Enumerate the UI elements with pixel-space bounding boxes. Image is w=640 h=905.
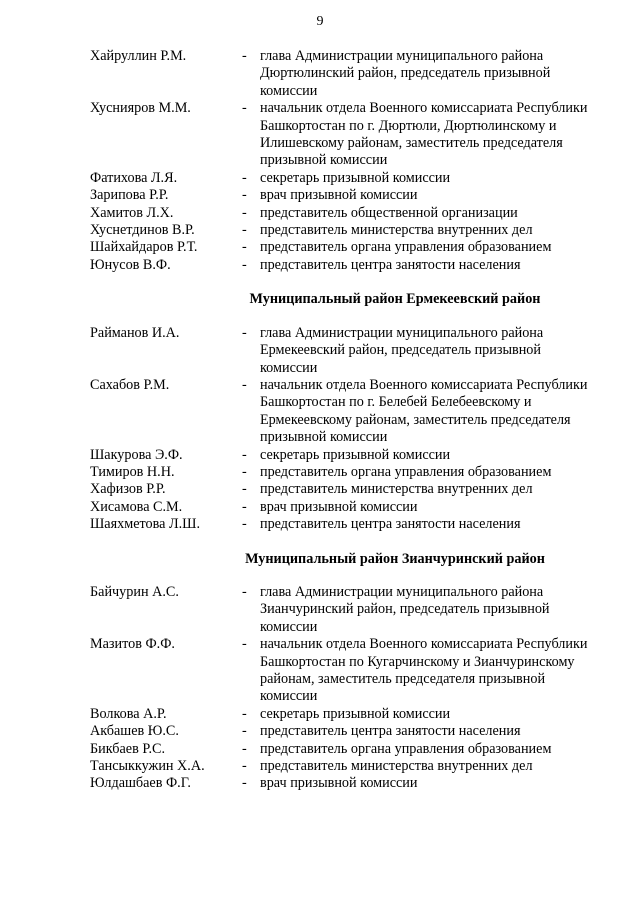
member-row bbox=[90, 48, 600, 100]
dash: - bbox=[242, 48, 247, 64]
member-row bbox=[90, 187, 600, 204]
member-role: секретарь призывной комиссии bbox=[260, 169, 451, 186]
dash: - bbox=[242, 256, 247, 273]
member-name: Хуснияров М.М. bbox=[90, 100, 191, 117]
district-section bbox=[90, 48, 600, 274]
member-row bbox=[90, 775, 600, 792]
dash: - bbox=[242, 324, 247, 341]
dash: - bbox=[242, 187, 247, 204]
member-row bbox=[90, 584, 600, 636]
member-name: Шакурова Э.Ф. bbox=[90, 446, 183, 463]
member-name: Хисамова С.М. bbox=[90, 498, 183, 515]
member-name: Хайруллин Р.М. bbox=[90, 48, 187, 64]
member-name: Шаяхметова Л.Ш. bbox=[90, 516, 200, 533]
member-row bbox=[90, 706, 600, 723]
member-row bbox=[90, 377, 600, 447]
member-role: представитель органа управления образованием bbox=[260, 463, 552, 480]
dash: - bbox=[242, 723, 247, 740]
member-role: врач призывной комиссии bbox=[260, 187, 418, 204]
member-role: секретарь призывной комиссии bbox=[260, 446, 451, 463]
member-role: секретарь призывной комиссии bbox=[260, 705, 451, 722]
dash: - bbox=[242, 239, 247, 256]
member-name: Бикбаев Р.С. bbox=[90, 740, 166, 757]
member-row bbox=[90, 222, 600, 239]
page-number: 9 bbox=[316, 14, 324, 29]
dash: - bbox=[242, 100, 247, 117]
dash: - bbox=[242, 169, 247, 186]
district-title: Муниципальный район Зианчуринский район bbox=[245, 550, 545, 567]
member-role: начальник отдела Военного комиссариата Республики Башкортостан по г. Дюртюли, Дюртюлинскому и Илишевскому районам, заместитель председателя призывной комиссии bbox=[260, 100, 588, 169]
dash: - bbox=[242, 376, 247, 393]
dash: - bbox=[242, 463, 247, 480]
dash: - bbox=[242, 446, 247, 463]
dash: - bbox=[242, 775, 247, 792]
dash: - bbox=[242, 740, 247, 757]
member-role: представитель министерства внутренних дел bbox=[260, 758, 533, 775]
member-name: Райманов И.А. bbox=[90, 324, 180, 341]
member-role: представитель министерства внутренних дел bbox=[260, 222, 533, 239]
member-row bbox=[90, 205, 600, 222]
dash: - bbox=[242, 222, 247, 239]
member-row bbox=[90, 481, 600, 498]
member-role: врач призывной комиссии bbox=[260, 498, 418, 515]
member-role: представитель общественной организации bbox=[260, 204, 518, 221]
member-role: глава Администрации муниципального района Зианчуринский район, председатель призывной комиссии bbox=[260, 583, 550, 635]
member-role: представитель центра занятости населения bbox=[260, 723, 521, 740]
member-row bbox=[90, 741, 600, 758]
district-section bbox=[90, 551, 600, 793]
member-row bbox=[90, 636, 600, 706]
member-row bbox=[90, 499, 600, 516]
member-name: Хуснетдинов В.Р. bbox=[90, 222, 195, 239]
member-name: Шайхайдаров Р.Т. bbox=[90, 239, 198, 256]
member-name: Юнусов В.Ф. bbox=[90, 256, 171, 273]
member-name: Байчурин А.С. bbox=[90, 583, 179, 600]
member-role: начальник отдела Военного комиссариата Республики Башкортостан по Кугарчинскому и Зианчуринскому районам, заместитель председателя призывной комиссии bbox=[260, 636, 588, 705]
dash: - bbox=[242, 204, 247, 221]
member-row bbox=[90, 516, 600, 533]
dash: - bbox=[242, 516, 247, 533]
dash: - bbox=[242, 481, 247, 498]
member-name: Юлдашбаев Ф.Г. bbox=[90, 775, 191, 792]
dash: - bbox=[242, 583, 247, 600]
member-row bbox=[90, 170, 600, 187]
member-name: Фатихова Л.Я. bbox=[90, 169, 178, 186]
member-name: Хафизов Р.Р. bbox=[90, 481, 166, 498]
member-name: Зарипова Р.Р. bbox=[90, 187, 169, 204]
member-name: Тимиров Н.Н. bbox=[90, 463, 175, 480]
member-name: Сахабов Р.М. bbox=[90, 376, 170, 393]
dash: - bbox=[242, 758, 247, 775]
member-role: представитель центра занятости населения bbox=[260, 256, 521, 273]
member-row bbox=[90, 758, 600, 775]
member-row bbox=[90, 723, 600, 740]
commission-list bbox=[90, 48, 600, 793]
member-role: глава Администрации муниципального района Дюртюлинский район, председатель призывной комиссии bbox=[260, 48, 551, 99]
member-row bbox=[90, 447, 600, 464]
member-row bbox=[90, 257, 600, 274]
member-name: Тансыккужин Х.А. bbox=[90, 758, 205, 775]
dash: - bbox=[242, 636, 247, 653]
member-role: врач призывной комиссии bbox=[260, 775, 418, 792]
member-name: Волкова А.Р. bbox=[90, 705, 167, 722]
member-role: глава Администрации муниципального района Ермекеевский район, председатель призывной комиссии bbox=[260, 324, 544, 376]
member-name: Мазитов Ф.Ф. bbox=[90, 636, 175, 653]
member-role: представитель органа управления образованием bbox=[260, 740, 552, 757]
dash: - bbox=[242, 705, 247, 722]
member-role: начальник отдела Военного комиссариата Республики Башкортостан по г. Белебей Белебеевскому и Ермекеевскому районам, заместитель председателя призывной комиссии bbox=[260, 376, 588, 446]
dash: - bbox=[242, 498, 247, 515]
member-role: представитель центра занятости населения bbox=[260, 516, 521, 533]
member-name: Хамитов Л.Х. bbox=[90, 204, 174, 221]
member-row bbox=[90, 325, 600, 377]
member-row bbox=[90, 239, 600, 256]
member-row bbox=[90, 464, 600, 481]
member-role: представитель органа управления образованием bbox=[260, 239, 552, 256]
district-title: Муниципальный район Ермекеевский район bbox=[249, 291, 541, 308]
member-name: Акбашев Ю.С. bbox=[90, 723, 179, 740]
member-role: представитель министерства внутренних дел bbox=[260, 481, 533, 498]
district-section bbox=[90, 291, 600, 533]
member-row bbox=[90, 100, 600, 170]
